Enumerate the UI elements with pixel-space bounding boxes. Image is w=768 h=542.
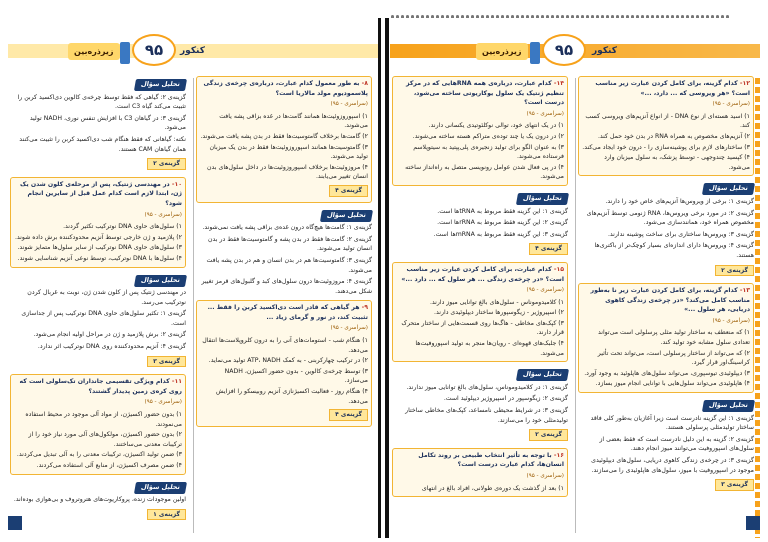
question-text — [14, 180, 182, 209]
question-block — [10, 177, 186, 268]
question-stem: در مهندسی ژنتیک، پس از مرحله‌ی کلون شدن یک ژن، ابتدا لازم است کدام عمل قبل از سایرین انجام شود؟ — [20, 180, 182, 207]
explanation-block — [392, 190, 568, 258]
explanation-line: گزینه‌ی ۳: ویروس‌ها ساختاری برای ساخت پوشینه ندارند. — [607, 230, 754, 238]
question-source: (سراسری - ۹۵) — [526, 287, 564, 294]
explanation-line: در مهندسی ژنتیک پس از کلون شدن ژن، نوبت به غربال کردن نوترکیب می‌رسد. — [27, 289, 186, 306]
explanation-badge: تحلیل سؤال — [134, 482, 187, 494]
question-stem: کدام عبارت، برای کامل کردن عبارت زیر مناسب است؟ «در چرخه‌ی زندگی ... هر سلول که ... دارد ...» — [401, 265, 564, 283]
question-number: ۱۴- — [553, 80, 564, 87]
explanation-block — [196, 207, 372, 297]
question-number: ۱۰- — [171, 180, 182, 188]
answer-option: ۲) در درون یک یا چند توده‌ی متراکم هسته ساخته می‌شوند. — [412, 132, 564, 140]
explanation-badge: تحلیل سؤال — [702, 183, 755, 195]
answer-option: ۱) اسپوروزوئیت‌ها همانند گامت‌ها در غده بزاقی پشه یافت می‌شوند. — [219, 112, 368, 130]
answer-option: ۱) که منعطف به ساختار تولید مثلی پرسلولی است می‌تواند تعدادی سلول مشابه خود تولید کند. — [597, 329, 750, 347]
page-edge-stripe — [755, 78, 760, 538]
explanation-line: نکته: گیاهانی که فقط هنگام شب دی‌اکسید کربن را تثبیت می‌کنند همان گیاهان CAM هستند. — [19, 135, 186, 153]
answer-option: ۳) ضمن تولید اکسیژن، ترکیبات معدنی را به آلی تبدیل می‌کردند. — [16, 451, 182, 459]
question-stem: کدام گزینه، برای کامل کردن عبارت زیر نا به‌طور مناسب کامل می‌کند؟ «در چرخه‌ی زندگی کاهوی دریایی، هر سلول ...» — [590, 287, 750, 314]
corner-marker — [8, 516, 22, 530]
question-block — [196, 76, 372, 203]
explanation-line: گزینه‌ی ۳: در گیاهان C3 با افزایش تنفس نوری، NADH تولید می‌شود. — [29, 114, 186, 132]
question-stem: کدام گزینه، برای کامل کردن عبارت زیر مناسب است؟ «هر ویروسی که ... دارد، ...» — [595, 80, 750, 97]
answer-option: ۱) در یک انتهای خود، توالی نوکلئوتیدی یکسانی دارند. — [428, 122, 564, 130]
answer-option: ۲) اسپیروژیر - زیگوسپورها ساختار دیپلوئیدی دارند. — [434, 309, 564, 317]
question-source: (سراسری - ۹۵) — [330, 101, 368, 108]
explanation-line: گزینه‌ی ۴: ویروس‌ها دارای اندازه‌ای بسیار کوچک‌تر از باکتری‌ها هستند. — [594, 242, 754, 259]
question-block — [578, 76, 754, 176]
answer-option: ۱) هنگام شب - استومات‌های آنی را به درون کلروپلاست‌ها انتقال می‌دهد. — [202, 337, 368, 354]
question-number: ۹- — [361, 304, 368, 312]
key-icon — [530, 42, 540, 64]
question-source: (سراسری - ۹۵) — [144, 211, 182, 218]
answer-key-badge: گزینه‌ی ۲ — [529, 429, 568, 441]
left-page-column-right — [196, 76, 372, 431]
answer-option: ۴) هاپلوئیدی می‌تواند سلول‌هایی با توانایی انجام میوز بسازد. — [595, 380, 750, 388]
explanation-line: گزینه‌ی ۱: در کلامیدوموناس، سلول‌های بالغ توانایی میوز ندارند. — [406, 383, 568, 391]
explanation-block — [392, 366, 568, 444]
right-page-column-right — [578, 76, 754, 498]
explanation-badge: تحلیل سؤال — [702, 400, 755, 412]
answer-option: ۴) کپسید چندوجهی - توسط پزشک، به سلول میزبان وارد می‌شود. — [604, 154, 750, 171]
answer-option: ۲) بدون حضور اکسیژن، مولکول‌های آلی مورد نیاز خود را از ترکیبات معدنی می‌ساختند. — [28, 431, 182, 448]
question-source: (سراسری - ۹۵) — [712, 317, 750, 324]
question-source: (سراسری - ۹۵) — [526, 473, 564, 479]
explanation-line: گزینه‌ی ۲: زیگوسپور در اسپیروژیر دیپلوئید است. — [443, 395, 568, 403]
answer-key-badge: گزینه‌ی ۱ — [147, 509, 186, 521]
answer-key-badge: گزینه‌ی ۲ — [715, 265, 754, 277]
answer-option: ۱) کلامیدوموناس - سلول‌های بالغ توانایی میوز دارند. — [429, 298, 564, 306]
question-text — [582, 79, 750, 98]
question-number: ۱۶- — [553, 451, 564, 459]
question-stem: کدام عبارت، درباره‌ی همه RNAهایی که در مرکز تنظیم ژنتیک یک سلول یوکاریوتی ساخته می‌شود، درست است؟ — [405, 80, 564, 107]
question-text — [200, 79, 368, 98]
explanation-line: گزینه‌ی ۳: در شرایط محیطی نامساعد، کپک‌های مخاطی ساختار تولیدمثلی خود را می‌سازند. — [405, 407, 568, 424]
explanation-line: گزینه‌ی ۱: این گزینه فقط مربوط به tRNAها است. — [437, 207, 568, 215]
question-number: ۱۱- — [171, 378, 182, 386]
question-text — [582, 286, 750, 315]
explanation-line: گزینه‌ی ۲: گامت‌ها فقط در بدن پشه و گامتوسیت‌ها فقط در بدن انسان تولید می‌شوند. — [208, 235, 372, 253]
explanation-line: گزینه‌ی ۴: مروزوئیت‌ها درون سلول‌های کبد و گلبول‌های قرمز تغییر شکل می‌دهند. — [201, 278, 372, 295]
explanation-block — [10, 76, 186, 173]
explanation-line: گزینه‌ی ۳: در چرخه‌ی زندگی کاهوی دریایی، سلول‌های دیپلوئیدی موجود در اسپوروفیت با میوز، سلول‌های هاپلوئیدی را می‌سازند. — [591, 457, 754, 474]
answer-option: ۲) که می‌تواند از ساختار پرسلولی است، می‌تواند تحت تأثیر کراسینگ‌اور قرار گیرد. — [597, 349, 750, 367]
page-edge-right — [385, 18, 389, 538]
answer-option: ۴) سلول‌ها با DNA نوترکیب، توسط نوعی آنزیم شناسایی شوند. — [17, 254, 182, 262]
explanation-line: گزینه‌ی ۲: این گزینه فقط مربوط به rRNAها است. — [437, 219, 568, 227]
question-source: (سراسری - ۹۵) — [712, 101, 750, 108]
section-tag: زیرذره‌بین — [68, 43, 120, 60]
explanation-line: اولین موجودات زنده، پروکاریوت‌های هتروتروف و بی‌هوازی بوده‌اند. — [13, 496, 186, 504]
answer-option: ۴) ضمن مصرف اکسیژن، از منابع آلی استفاده می‌کردند. — [36, 462, 182, 469]
question-block — [392, 262, 568, 362]
answer-option: ۴) هنگام روز - فعالیت اکسیژنازی آنزیم روبیسکو را افزایش می‌دهد. — [216, 388, 368, 405]
question-block — [10, 374, 186, 474]
question-stem: به طور معمول کدام عبارت، درباره‌ی چرخه‌ی زندگی پلاسمودیوم مولد مالاریا است؟ — [203, 80, 368, 97]
right-page-column-left — [392, 76, 568, 501]
question-stem: با توجه به تأثیر انتخاب طبیعی بر روند تکامل انسان‌ها، کدام عبارت درست است؟ — [418, 451, 564, 469]
answer-key-badge: گزینه‌ی ۳ — [147, 356, 186, 368]
question-number: ۱۵- — [553, 265, 564, 273]
explanation-block — [578, 180, 754, 279]
explanation-badge: تحلیل سؤال — [134, 79, 187, 91]
question-text — [14, 377, 182, 396]
explanation-block — [578, 397, 754, 494]
answer-option: ۴) جلبک‌های قهوه‌ای - رویان‌ها منجر به تولید اسپوروفیت‌ها می‌شوند. — [415, 340, 564, 357]
section-tag: زیرذره‌بین — [476, 43, 528, 60]
question-text — [396, 451, 564, 470]
question-text — [396, 265, 564, 284]
answer-key-badge: گزینه‌ی ۲ — [147, 158, 186, 170]
question-source: (سراسری - ۹۵) — [330, 325, 368, 332]
answer-option: ۲) در ترکیب چهارکربنی - به کمک ATP، NADH تولید می‌نماید. — [208, 357, 368, 365]
question-text — [396, 79, 564, 108]
answer-key-badge: گزینه‌ی ۴ — [329, 409, 368, 421]
answer-option: ۲) آنزیم‌های مخصوص به همراه RNA در بدن خود حمل کند. — [597, 132, 750, 140]
answer-key-badge: گزینه‌ی ۴ — [529, 243, 568, 255]
question-stem: کدام ویژگی تقسیمی جانداران تک‌سلولی است که روی کره‌ی زمین پدیدار گشتند؟ — [19, 378, 182, 395]
answer-option: ۱) اسید هسته‌ای از نوع DNA - از انواع آنزیم‌های ویروسی کسب کند. — [585, 112, 750, 130]
question-block — [392, 448, 568, 497]
question-source: (سراسری - ۹۵) — [526, 110, 564, 117]
explanation-line: گزینه‌ی ۴: آنزیم محدودکننده روی DNA نوترکیب اثر ندارد. — [37, 343, 186, 351]
answer-option: ۳) به عنوان الگو برای تولید زنجیره‌ی پلی‌پپتید به سیتوپلاسم فرستاده می‌شوند. — [413, 143, 564, 161]
answer-key-badge: گزینه‌ی ۴ — [329, 185, 368, 197]
answer-option: ۱) سلول‌های حاوی DNA نوترکیب تکثیر گردند. — [63, 223, 182, 231]
explanation-line: گزینه‌ی ۲: در مورد برخی ویروس‌ها، RNA ژنومی توسط آنزیم‌های مخصوص همراه خود، همانندسازی می‌شود. — [586, 209, 754, 227]
answer-option: ۳) توسط چرخه‌ی کالوین - بدون حضور اکسیژن، NADH می‌سازد. — [224, 367, 368, 385]
explanation-line: گزینه‌ی ۳: گامتوسیت‌ها هم در بدن انسان و هم در بدن پشه یافت می‌شوند. — [206, 256, 372, 274]
explanation-badge: تحلیل سؤال — [320, 210, 373, 222]
question-number: ۱۳- — [739, 287, 750, 295]
explanation-line: گزینه‌ی ۳: این گزینه فقط مربوط به mRNAها است. — [433, 230, 568, 238]
answer-option: ۱) بدون حضور اکسیژن، از مواد آلی موجود در محیط استفاده می‌نمودند. — [25, 411, 182, 428]
explanation-block — [10, 479, 186, 524]
explanation-badge: تحلیل سؤال — [516, 369, 569, 381]
answer-key-badge: گزینه‌ی ۳ — [715, 479, 754, 491]
page-number: ۹۵ — [542, 34, 586, 66]
right-page — [390, 18, 760, 538]
question-block — [196, 300, 372, 427]
question-block — [392, 76, 568, 186]
answer-option: ۳) کپک‌های مخاطی - هاگ‌ها روی قسمت‌هایی از ساختار متحرک قرار دارند. — [401, 319, 564, 337]
question-number: ۸- — [361, 80, 368, 87]
chapter-label: کنکور — [180, 46, 205, 56]
left-page — [8, 18, 378, 538]
question-stem: هر گیاهی که قادر است دی‌اکسید کربن را فقط ... تثبیت کند، در نور و گرمای زیاد ... — [207, 304, 368, 321]
key-icon — [120, 42, 130, 64]
question-source: (سراسری - ۹۵) — [144, 399, 182, 406]
question-block — [578, 283, 754, 393]
answer-option: ۳) ساختارهای لازم برای پوشینه‌سازی را - درون خود ایجاد می‌کند. — [582, 143, 750, 151]
left-page-header — [8, 32, 378, 66]
explanation-line: گزینه‌ی ۲: گزینه به این دلیل نادرست است که فقط بعضی از سلول‌های اسپوروفیت می‌توانند میوز انجام دهند. — [599, 435, 754, 453]
answer-option: ۲) گامت‌ها برخلاف گامتوسیت‌ها فقط در بدن پشه یافت می‌شوند. — [200, 132, 368, 140]
corner-marker — [746, 516, 760, 530]
answer-option: ۳) سلول‌های حاوی DNA نوترکیب از سایر سلول‌ها متمایز شوند. — [17, 244, 182, 252]
answer-option: ۳) دیپلوئیدی تیوسپوری، می‌تواند سلول‌های هاپلوئید به وجود آورد. — [584, 369, 750, 377]
explanation-block — [10, 272, 186, 371]
explanation-badge: تحلیل سؤال — [516, 193, 569, 205]
right-page-header — [390, 32, 760, 66]
answer-option: ۳) گامتوسیت‌ها همانند اسپوروزوئیت‌ها فقط در بدن یک میزبان تولید می‌شوند. — [209, 143, 368, 161]
column-divider — [575, 78, 576, 533]
explanation-badge: تحلیل سؤال — [134, 275, 187, 287]
question-number: ۱۲- — [739, 80, 750, 87]
left-page-column-left — [10, 76, 186, 527]
column-divider — [193, 78, 194, 533]
answer-option: ۴) در پی فعال شدن عوامل رونویسی متصل به راه‌انداز ساخته می‌شوند. — [405, 163, 564, 181]
chapter-label: کنکور — [592, 46, 617, 56]
explanation-line: گزینه‌ی ۲: گیاهی که فقط توسط چرخه‌ی کالوین دی‌اکسید کربن را تثبیت می‌کند گیاه C3 است. — [17, 93, 186, 111]
page-number: ۹۵ — [132, 34, 176, 66]
answer-option: ۴) مروزوئیت‌ها برخلاف اسپوروزوئیت‌ها در داخل سلول‌های بدن انسان تغییر می‌یابند. — [207, 163, 368, 181]
explanation-line: گزینه‌ی ۱: گامت‌ها هیچ‌گاه درون غده‌ی بزاقی پشه یافت نمی‌شوند. — [202, 224, 372, 232]
answer-option: ۱) بعد از گذشت یک دوره‌ی طولانی، افراد بالغ در انتهای — [421, 484, 564, 492]
explanation-line: گزینه‌ی ۱: این گزینه نادرست است زیرا آغازیان به‌طور کلی فاقد ساختار تولیدمثلی پرسلولی هستند. — [590, 414, 754, 432]
answer-option: ۲) پلازمید و ژن خارجی توسط آنزیم محدودکننده برش داده شوند. — [14, 233, 182, 241]
explanation-line: گزینه‌ی ۱: تکثیر سلول‌های حاوی DNA نوترکیب پس از جداسازی است. — [21, 310, 186, 327]
explanation-line: گزینه‌ی ۲: برش پلازمید و ژن در مراحل اولیه انجام می‌شود. — [33, 331, 186, 339]
question-text — [200, 303, 368, 322]
explanation-line: گزینه‌ی ۱: برخی از ویروس‌ها آنزیم‌های خاص خود را دارند. — [605, 197, 754, 205]
